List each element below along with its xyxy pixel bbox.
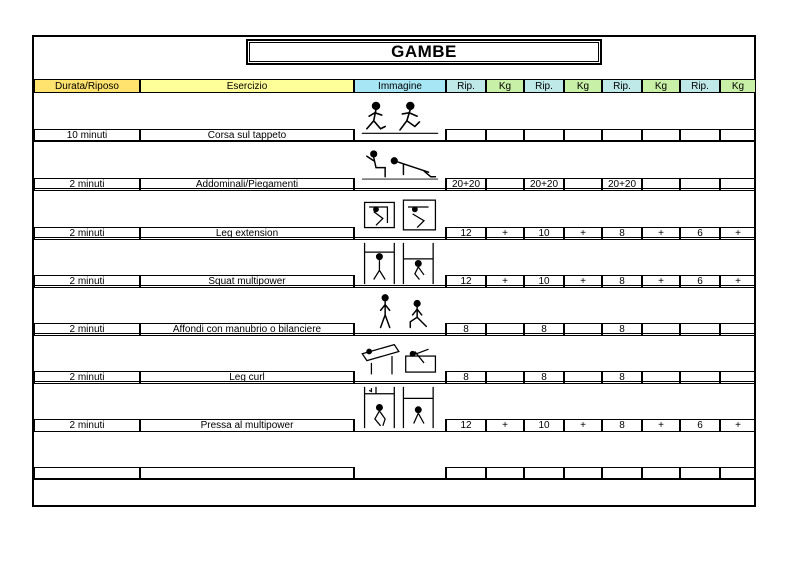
rep-cell: 8 [602,323,642,336]
kg-cell: + [642,275,680,288]
rep-cell: 6 [680,275,720,288]
kg-cell: + [642,227,680,240]
header-rep: Rip. [680,79,720,93]
kg-cell [564,467,602,480]
duration-cell: 2 minuti [34,275,140,288]
kg-cell: + [564,227,602,240]
exercise-name-cell: Leg extension [140,227,354,240]
kg-cell [486,323,524,336]
kg-cell [564,178,602,191]
header-rep: Rip. [602,79,642,93]
header-kg: Kg [642,79,680,93]
header-kg: Kg [720,79,756,93]
image-cell-frame [354,467,446,480]
duration-cell: 10 minuti [34,129,140,142]
kg-cell: + [486,227,524,240]
rep-cell: 20+20 [602,178,642,191]
header-kg: Kg [486,79,524,93]
exercise-name-cell: Addominali/Piegamenti [140,178,354,191]
kg-cell [642,178,680,191]
rep-cell: 8 [524,371,564,384]
kg-cell [642,323,680,336]
header-exercise: Esercizio [140,79,354,93]
row-divider [34,333,754,334]
kg-cell [642,371,680,384]
duration-cell: 2 minuti [34,371,140,384]
rep-cell: 10 [524,227,564,240]
kg-cell: + [720,419,756,432]
kg-cell [486,467,524,480]
kg-cell: + [720,275,756,288]
exercise-name-cell: Corsa sul tappeto [140,129,354,142]
duration-cell: 2 minuti [34,419,140,432]
rep-cell [680,371,720,384]
rep-cell: 20+20 [524,178,564,191]
kg-cell [720,323,756,336]
kg-cell [720,371,756,384]
exercise-name-cell: Affondi con manubrio o bilanciere [140,323,354,336]
kg-cell [486,371,524,384]
kg-cell: + [720,227,756,240]
kg-cell [564,323,602,336]
rep-cell [680,323,720,336]
kg-cell [564,371,602,384]
kg-cell [486,178,524,191]
kg-cell: + [642,419,680,432]
kg-cell: + [564,419,602,432]
kg-cell [642,467,680,480]
duration-cell: 2 minuti [34,178,140,191]
rep-cell [602,467,642,480]
kg-cell: + [486,419,524,432]
page-title: GAMBE [391,42,457,61]
rep-cell: 8 [602,419,642,432]
rep-cell: 8 [446,323,486,336]
rep-cell [446,467,486,480]
row-divider [34,381,754,382]
exercise-name-cell: Leg curl [140,371,354,384]
duration-cell [34,467,140,480]
header-rep: Rip. [446,79,486,93]
header-image: Immagine [354,79,446,93]
kg-cell: + [486,275,524,288]
workout-sheet-frame [32,35,756,507]
rep-cell: 6 [680,227,720,240]
rep-cell: 8 [602,227,642,240]
header-duration: Durata/Riposo [34,79,140,93]
row-divider [34,431,754,432]
row-divider [34,188,754,189]
kg-cell: + [564,275,602,288]
header-kg: Kg [564,79,602,93]
kg-cell [720,467,756,480]
row-divider [34,237,754,238]
row-divider [34,140,754,141]
exercise-name-cell: Pressa al multipower [140,419,354,432]
title-box [246,39,602,65]
rep-cell [680,178,720,191]
exercise-name-cell: Squat multipower [140,275,354,288]
exercise-name-cell [140,467,354,480]
rep-cell: 12 [446,275,486,288]
rep-cell: 20+20 [446,178,486,191]
rep-cell [680,467,720,480]
rep-cell: 10 [524,275,564,288]
rep-cell: 6 [680,419,720,432]
rep-cell: 8 [602,371,642,384]
rep-cell: 12 [446,227,486,240]
rep-cell: 12 [446,419,486,432]
kg-cell [720,178,756,191]
duration-cell: 2 minuti [34,227,140,240]
duration-cell: 2 minuti [34,323,140,336]
rep-cell: 10 [524,419,564,432]
rep-cell: 8 [602,275,642,288]
row-divider [34,285,754,286]
rep-cell: 8 [524,323,564,336]
rep-cell: 8 [446,371,486,384]
header-rep: Rip. [524,79,564,93]
rep-cell [524,467,564,480]
